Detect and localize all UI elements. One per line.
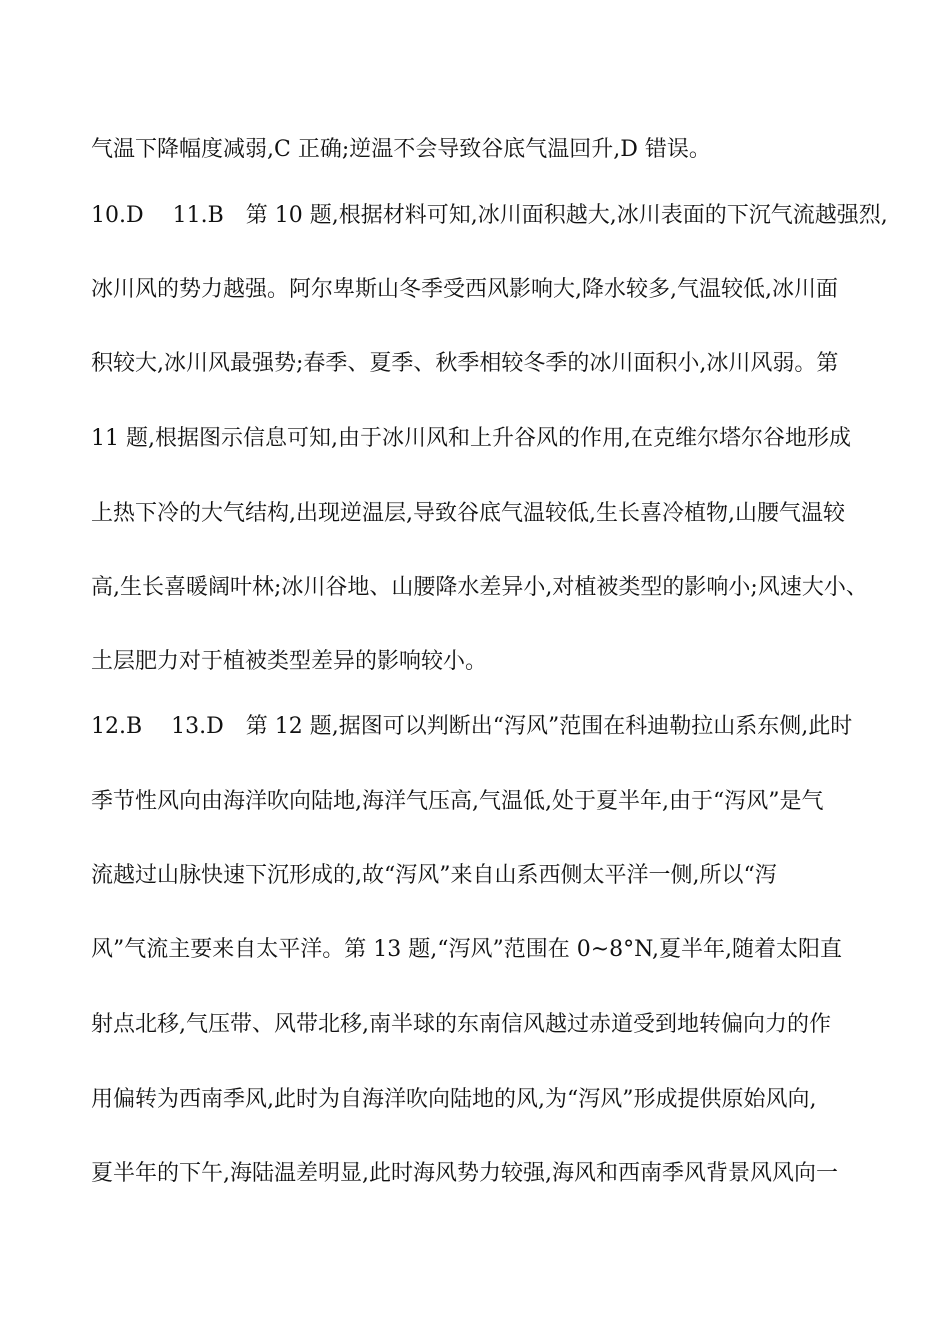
text-line: 11 题,根据图示信息可知,由于冰川风和上升谷风的作用,在克维尔塔尔谷地形成 (91, 426, 851, 451)
text-line: 季节性风向由海洋吹向陆地,海洋气压高,气温低,处于夏半年,由于“泻风”是气 (91, 789, 824, 814)
text-line: 10.D 11.B 第 10 题,根据材料可知,冰川面积越大,冰川表面的下沉气流越强烈, (91, 203, 888, 228)
text-line: 流越过山脉快速下沉形成的,故“泻风”来自山系西侧太平洋一侧,所以“泻 (91, 863, 777, 888)
text-line: 积较大,冰川风最强势;春季、夏季、秋季相较冬季的冰川面积小,冰川风弱。第 (91, 351, 839, 376)
text-line: 12.B 13.D 第 12 题,据图可以判断出“泻风”范围在科迪勒拉山系东侧,此时 (91, 714, 853, 739)
text-line: 高,生长喜暖阔叶林;冰川谷地、山腰降水差异小,对植被类型的影响小;风速大小、 (91, 575, 868, 600)
text-line: 用偏转为西南季风,此时为自海洋吹向陆地的风,为“泻风”形成提供原始风向, (91, 1087, 817, 1112)
text-line: 风”气流主要来自太平洋。第 13 题,“泻风”范围在 0~8°N,夏半年,随着太阳直 (91, 937, 842, 962)
text-line: 冰川风的势力越强。阿尔卑斯山冬季受西风影响大,降水较多,气温较低,冰川面 (91, 277, 838, 302)
text-line: 气温下降幅度减弱,C 正确;逆温不会导致谷底气温回升,D 错误。 (91, 137, 711, 162)
text-line: 射点北移,气压带、风带北移,南半球的东南信风越过赤道受到地转偏向力的作 (91, 1012, 831, 1037)
text-line: 上热下冷的大气结构,出现逆温层,导致谷底气温较低,生长喜冷植物,山腰气温较 (91, 501, 845, 526)
text-line: 土层肥力对于植被类型差异的影响较小。 (91, 649, 488, 674)
text-line: 夏半年的下午,海陆温差明显,此时海风势力较强,海风和西南季风背景风风向一 (91, 1161, 838, 1186)
